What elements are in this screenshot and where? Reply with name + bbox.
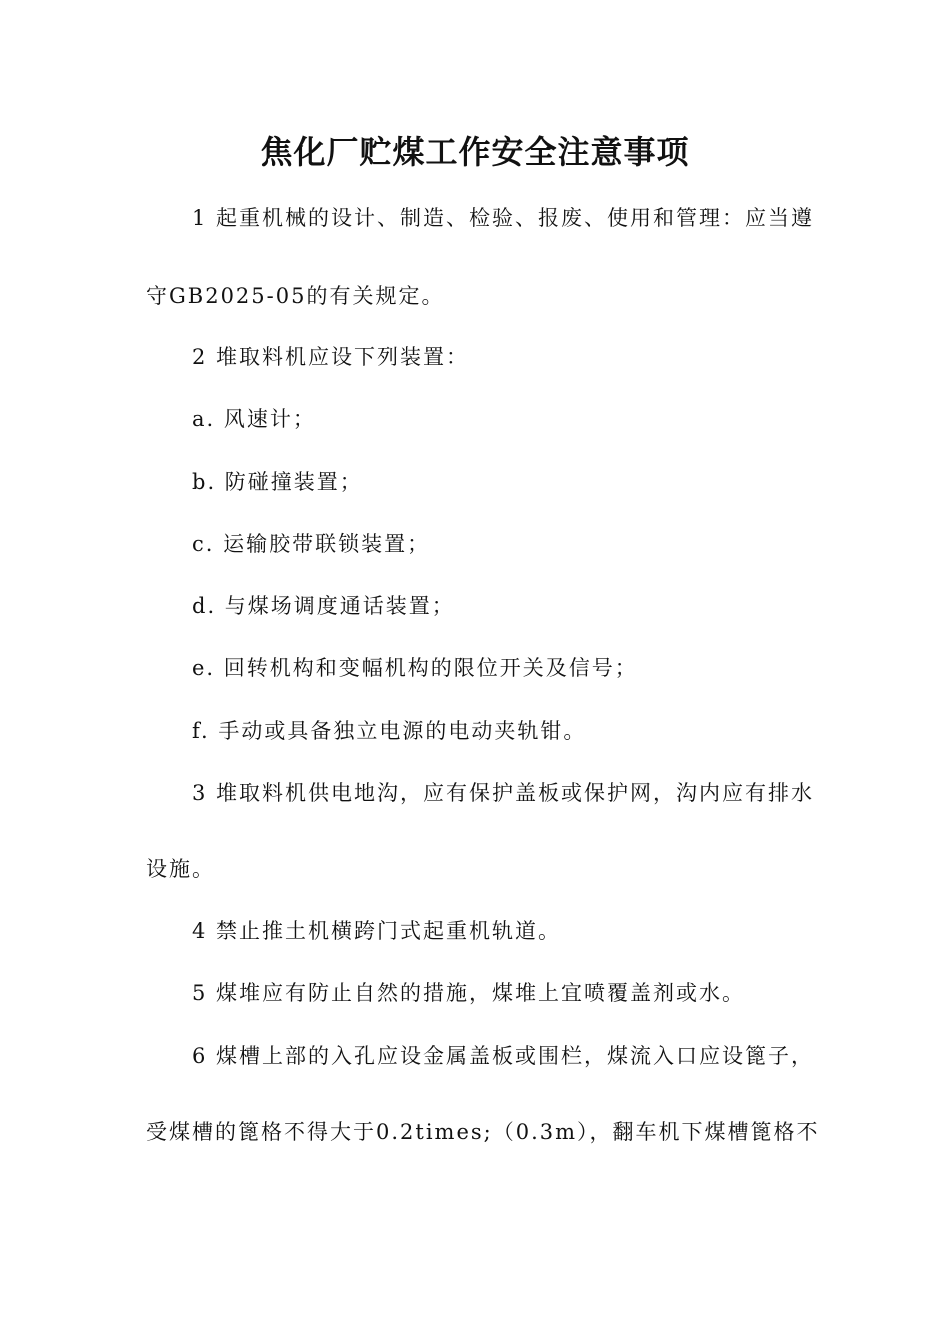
paragraph-3-line-1: 3 堆取料机供电地沟，应有保护盖板或保护网，沟内应有排水 [192, 781, 815, 805]
paragraph-1-line-1: 1 起重机械的设计、制造、检验、报废、使用和管理：应当遵 [192, 206, 815, 230]
paragraph-5: 5 煤堆应有防止自然的措施，煤堆上宜喷覆盖剂或水。 [192, 981, 746, 1005]
list-item-f: f. 手动或具备独立电源的电动夹轨钳。 [192, 719, 587, 743]
document-title: 焦化厂贮煤工作安全注意事项 [260, 133, 690, 171]
paragraph-6-line-2: 受煤槽的篦格不得大于0.2times;（0.3m），翻车机下煤槽篦格不 [146, 1120, 820, 1144]
list-item-c: c. 运输胶带联锁装置； [192, 532, 431, 556]
list-item-d: d. 与煤场调度通话装置； [192, 594, 455, 618]
list-item-a: a. 风速计； [192, 407, 316, 431]
list-item-b: b. 防碰撞装置； [192, 470, 363, 494]
paragraph-2: 2 堆取料机应设下列装置： [192, 345, 470, 369]
paragraph-3-line-2: 设施。 [146, 857, 215, 881]
list-item-e: e. 回转机构和变幅机构的限位开关及信号； [192, 656, 638, 680]
paragraph-1-line-2: 守GB2025-05的有关规定。 [146, 284, 445, 308]
paragraph-6-line-1: 6 煤槽上部的入孔应设金属盖板或围栏，煤流入口应设篦子， [192, 1044, 815, 1068]
paragraph-4: 4 禁止推土机横跨门式起重机轨道。 [192, 919, 562, 943]
